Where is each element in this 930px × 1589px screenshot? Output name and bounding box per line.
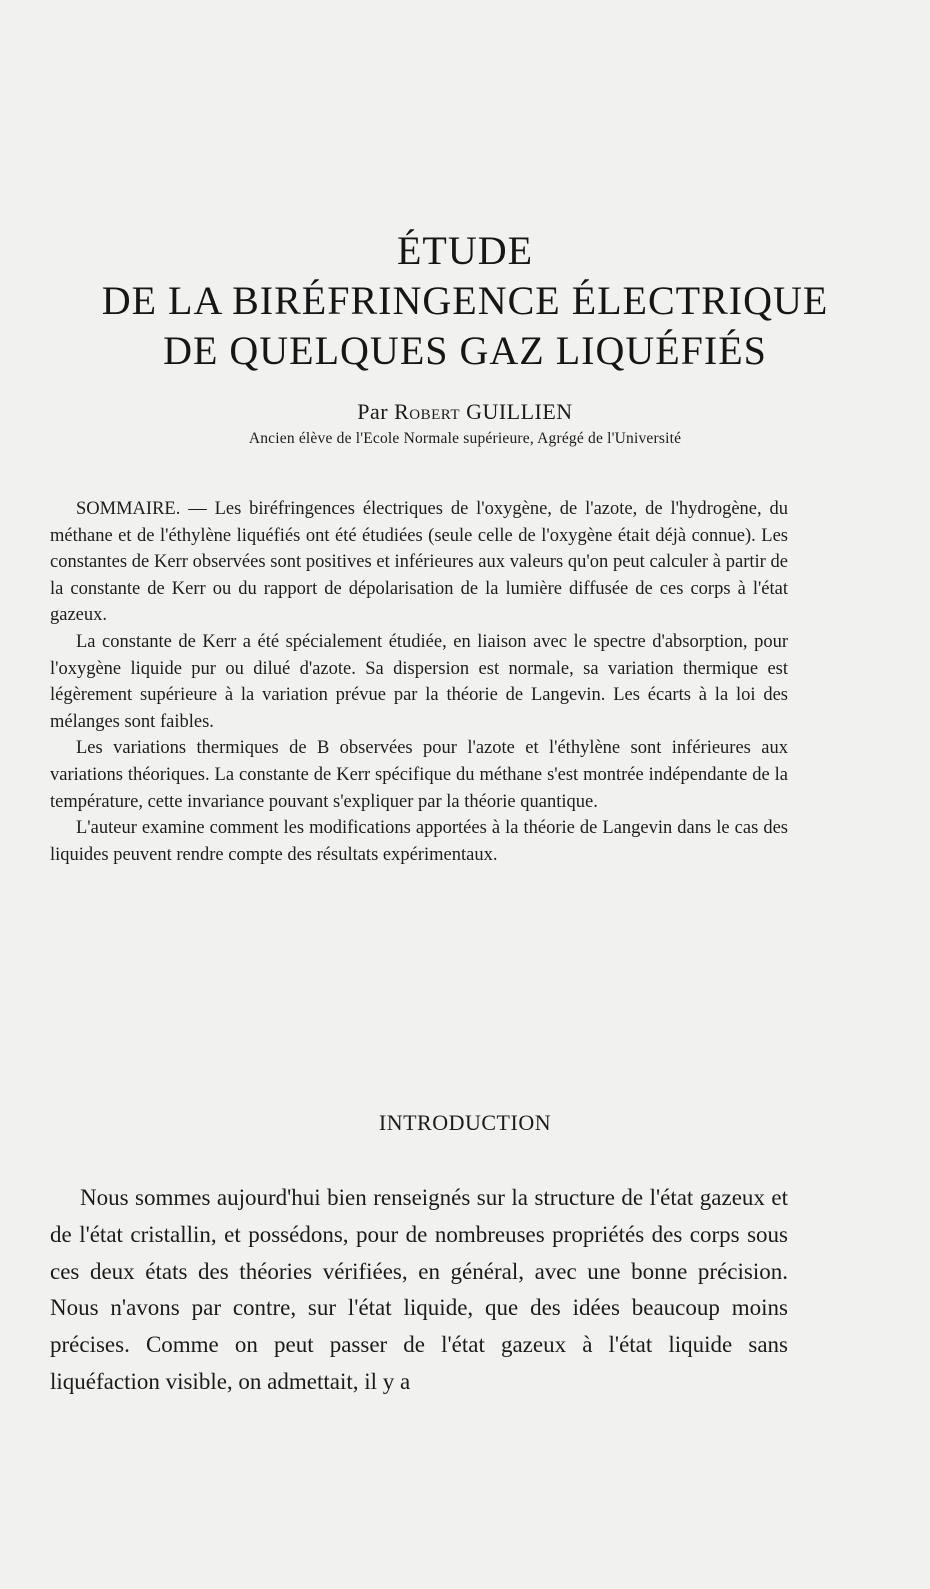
abstract-paragraph-3: Les variations thermiques de B observées pour l'azote et l'éthylène sont inférieures aux variations théoriques. La constante de Kerr spécifique du méthane s'est montrée indépendante de la température, cette invariance pouvant s'expliquer par la théorie quantique.: [50, 738, 788, 812]
introduction-paragraph: Nous sommes aujourd'hui bien renseignés sur la structure de l'état gazeux et de l'état cristallin, et possédons, pour de nombreuses propriétés des corps sous ces deux états des théories vérifiées, en général, avec une bonne précision. Nous n'avons par contre, sur l'état liquide, que des idées beaucoup moins précises. Comme on peut passer de l'état gazeux à l'état liquide sans liquéfaction visible, on admettait, il y a: [50, 1185, 788, 1394]
author-line: [0, 398, 930, 426]
title-line-2: DE LA BIRÉFRINGENCE ÉLECTRIQUE: [101, 278, 829, 323]
author-affiliation: Ancien élève de l'Ecole Normale supérieure, Agrégé de l'Université: [248, 430, 682, 447]
title-line-1: ÉTUDE: [396, 228, 534, 273]
abstract: [50, 496, 788, 868]
article-title: [0, 226, 930, 376]
title-line-3: DE QUELQUES GAZ LIQUÉFIÉS: [163, 328, 767, 373]
author-last-name: GUILLIEN: [466, 399, 573, 424]
abstract-paragraph-1: SOMMAIRE. — Les biréfringences électriques de l'oxygène, de l'azote, de l'hydrogène, du méthane et de l'éthylène liquéfiés ont été étudiées (seule celle de l'oxygène était déjà connue). Les constantes de Kerr observées sont positives et inférieures aux valeurs qu'on peut calculer à partir de la constante de Kerr ou du rapport de dépolarisation de la lumière diffusée de ces corps à l'état gazeux.: [50, 499, 788, 626]
author-prefix: Par: [357, 399, 389, 424]
abstract-paragraph-2: La constante de Kerr a été spécialement étudiée, en liaison avec le spectre d'absorption, pour l'oxygène liquide pur ou dilué d'azote. Sa dispersion est normale, sa variation thermique est légèrement supérieure à la variation prévue par la théorie de Langevin. Les écarts à la loi des mélanges sont faibles.: [50, 631, 788, 732]
section-heading-introduction: INTRODUCTION: [378, 1110, 552, 1135]
introduction-body: [50, 1180, 788, 1401]
abstract-paragraph-4: L'auteur examine comment les modifications apportées à la théorie de Langevin dans le cas des liquides peuvent rendre compte des résultats expérimentaux.: [50, 818, 788, 865]
author-block: [0, 398, 930, 450]
author-first-name: Robert: [394, 399, 461, 424]
